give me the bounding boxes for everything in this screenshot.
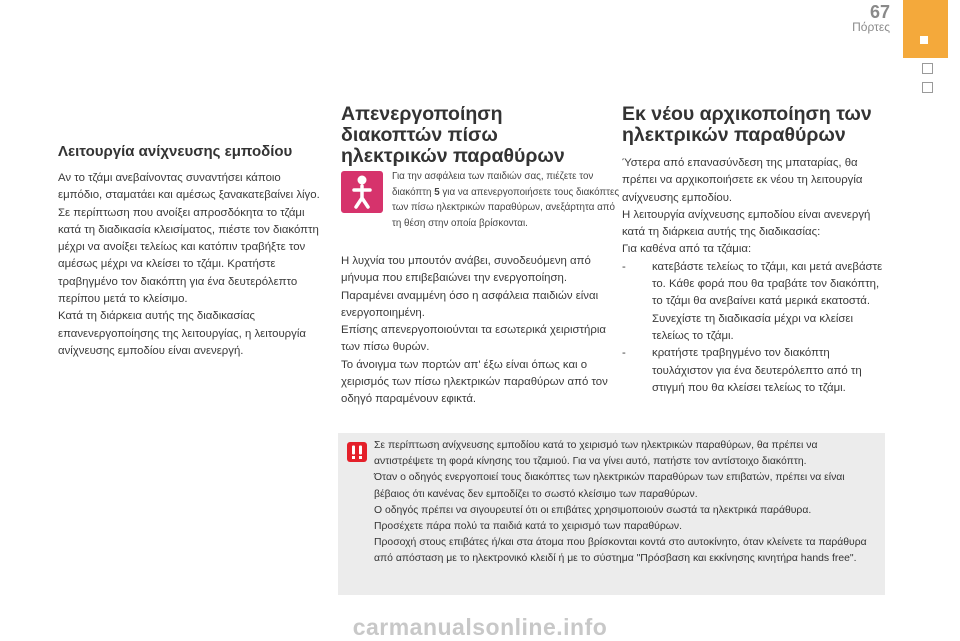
left-paragraph: Σε περίπτωση που ανοίξει απροσδόκητα το τζάμι κατά τη διαδικασία κλεισίματος, πιέστε τον διακόπτη μέχρι να ανοίξει τελείως και κατόπιν τραβήξτε τον αμέσως μέχρι να κλείσει το τζάμι. Κρατήστε τραβηγμένο τον διακόπτη για ένα δευτερόλεπτο περίπου μετά το κλείσιμο.	[58, 206, 319, 306]
note-text: Για την ασφάλεια των παιδιών σας, πιέζετε τον διακόπτη	[392, 171, 594, 198]
warning-paragraph: Ο οδηγός πρέπει να σιγουρευτεί ότι οι επιβάτες χρησιμοποιούν σωστά τα ηλεκτρικά παράθυρα.	[374, 504, 812, 516]
warning-box	[338, 433, 885, 595]
right-paragraph: Ύστερα από επανασύνδεση της μπαταρίας, θα πρέπει να αρχικοποιήσετε εκ νέου τη λειτουργία ανίχνευσης εμποδίου.	[622, 157, 863, 204]
step-item	[622, 345, 892, 397]
step-text: κρατήστε τραβηγμένο τον διακόπτη τουλάχιστον για ένα δευτερόλεπτο από τη στιγμή που θα κλείσει τελείως το τζάμι.	[652, 347, 862, 394]
warning-paragraph: Προσέχετε πάρα πολύ τα παιδιά κατά το χειρισμό των παραθύρων.	[374, 521, 682, 533]
warning-paragraph: Σε περίπτωση ανίχνευσης εμποδίου κατά το χειρισμό των ηλεκτρικών παραθύρων, θα πρέπει να αντιστρέψετε τη φορά κίνησης του τζαμιού. Για να γίνει αυτό, πατήστε τον αντίστοιχο διακόπτη.	[374, 440, 818, 468]
chapter-tab-active[interactable]	[903, 0, 948, 58]
warning-text	[374, 438, 878, 568]
left-paragraph: Αν το τζάμι ανεβαίνοντας συναντήσει κάποιο εμπόδιο, σταματάει και αμέσως ξανακατεβαίνει λίγο.	[58, 172, 320, 202]
middle-paragraph: Επίσης απενεργοποιούνται τα εσωτερικά χειριστήρια των πίσω θυρών.	[341, 324, 606, 354]
warning-paragraph: Όταν ο οδηγός ενεργοποιεί τους διακόπτες των ηλεκτρικών παραθύρων των επιβατών, πρέπει να είναι βέβαιος ότι κανένας δεν εμποδίζει το σωστό κλείσιμο των παραθύρων.	[374, 472, 845, 500]
middle-paragraph: Το άνοιγμα των πορτών απ' έξω είναι όπως και ο χειρισμός των πίσω ηλεκτρικών παραθύρων από τον οδηγό παραμένουν εφικτά.	[341, 358, 608, 406]
warning-icon	[347, 442, 367, 467]
middle-paragraph: Η λυχνία του μπουτόν ανάβει, συνοδευόμενη από μήνυμα που επιβεβαιώνει την ενεργοποίηση. Παραμένει αναμμένη όσο η ασφάλεια παιδιών είναι ενεργοποιημένη.	[341, 255, 599, 319]
left-column	[58, 143, 326, 360]
left-heading: Λειτουργία ανίχνευσης εμποδίου	[58, 143, 293, 160]
child-lock-icon	[341, 171, 383, 213]
watermark: carmanualsonline.info	[352, 614, 608, 640]
child-safety-note	[392, 169, 627, 231]
middle-body	[341, 253, 611, 409]
warning-paragraph: Προσοχή στους επιβάτες ή/και στα άτομα που βρίσκονται κοντά στο αυτοκίνητο, όταν κλείνετε τα παράθυρα από απόσταση με το ηλεκτρονικό κλειδί ή με το σύστημα "Πρόσβαση και εκκίνησης κινητήρα hands free".	[374, 537, 867, 565]
step-text: κατεβάστε τελείως το τζάμι, και μετά ανεβάστε το. Κάθε φορά που θα τραβάτε τον διακόπτη, το τζάμι θα ανεβαίνει κατά μερικά εκατοστά. Συνεχίστε τη διαδικασία μέχρι να κλείσει τελείως το τζάμι.	[652, 260, 883, 342]
chapter-tab[interactable]	[922, 82, 933, 93]
switch-number: 5	[434, 186, 440, 198]
chapter-tab[interactable]	[922, 63, 933, 74]
middle-column	[341, 104, 606, 167]
dash-bullet: -	[622, 347, 626, 360]
chapter-tab-marker	[920, 36, 928, 44]
note-text: για να απενεργοποιήσετε τους διακόπτες των πίσω ηλεκτρικών παραθύρων, ανεξάρτητα από τη θέση στην οποία βρίσκονται.	[392, 186, 620, 229]
step-item	[622, 259, 892, 345]
right-heading: Εκ νέου αρχικοποίηση των ηλεκτρικών παραθύρων	[622, 103, 872, 146]
section-title: Πόρτες	[852, 20, 890, 34]
page-number: 67	[869, 2, 890, 22]
dash-bullet: -	[622, 260, 626, 273]
left-paragraph: Κατά τη διάρκεια αυτής της διαδικασίας επανενεργοποίησης της λειτουργίας, η λειτουργία ανίχνευσης εμποδίου είναι ανενεργή.	[58, 310, 306, 357]
right-column	[622, 104, 892, 397]
right-paragraph: Η λειτουργία ανίχνευσης εμποδίου είναι ανενεργή κατά τη διάρκεια αυτής της διαδικασίας:	[622, 208, 871, 239]
middle-heading: Απενεργοποίηση διακοπτών πίσω ηλεκτρικών παραθύρων	[341, 103, 565, 167]
right-paragraph: Για καθένα από τα τζάμια:	[622, 243, 752, 256]
